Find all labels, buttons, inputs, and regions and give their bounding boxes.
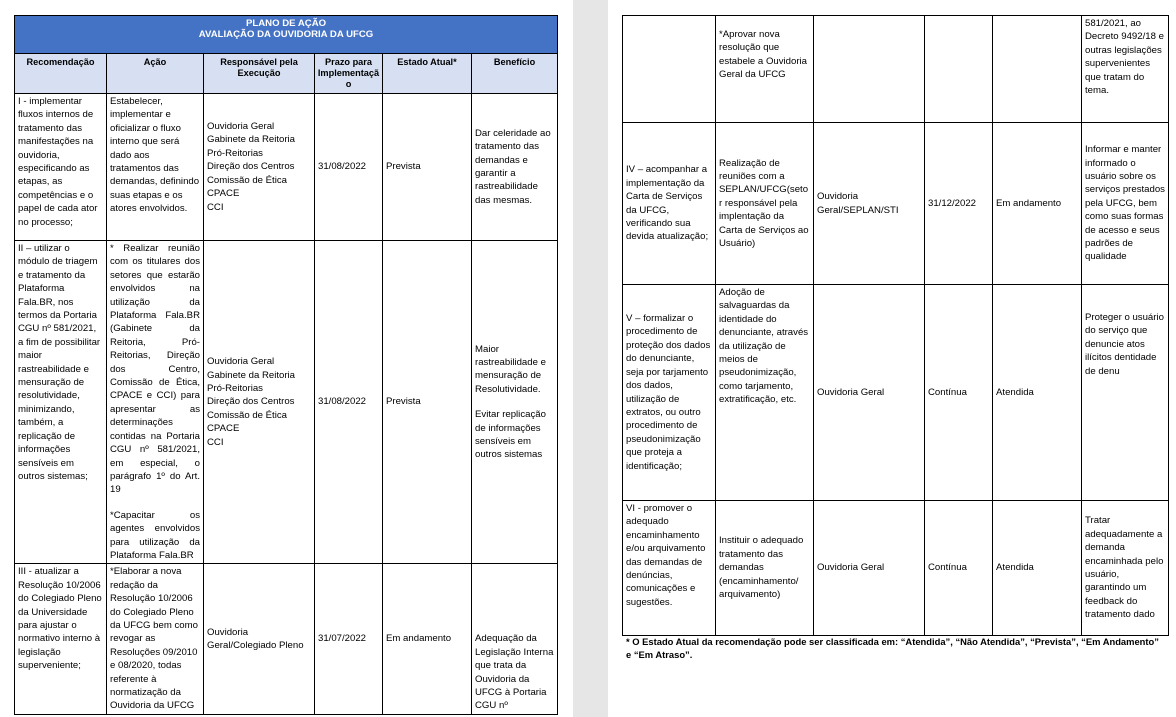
header-estado: Estado Atual* (383, 54, 472, 94)
status-footnote: * O Estado Atual da recomendação pode ser classificada em: “Atendida”, “Não Atendida”, “Prevista”, “Em Andamento” e “Em Atraso”. (626, 636, 1159, 660)
responsavel-item: CCI (207, 201, 224, 213)
cell-recomendacao: V – formalizar o procedimento de proteção dos dados do denunciante, seja por tarjamento dos dados, utilização de extratos, ou outro procedimento de pseudonimização que proteja a identificação; (623, 285, 716, 501)
cell-beneficio: Adequação da Legislação Interna que trata da Ouvidoria da UFCG à Portaria CGU nº (472, 564, 558, 714)
header-prazo: Prazo para Implementação (315, 54, 383, 94)
cell-responsavel (204, 94, 315, 241)
acao-item: *Capacitar os agentes envolvidos para utilização da Plataforma Fala.BR (110, 509, 200, 561)
header-responsavel: Responsável pela Execução (204, 54, 315, 94)
action-plan-table-continued (622, 15, 1169, 636)
cell-acao: Adoção de salvaguardas da identidade do denunciante, através da utilização de meios de pseudonimização, como tarjamento, extratificação, etc. (716, 285, 814, 501)
cell-responsavel (204, 241, 315, 564)
cell-acao: *Aprovar nova resolução que estabele a Ouvidoria Geral da UFCG (716, 16, 814, 123)
cell-beneficio (472, 241, 558, 564)
cell-beneficio: 581/2021, ao Decreto 9492/18 e outras legislações supervenientes que tratam do tema. (1082, 16, 1169, 123)
spacer (475, 396, 554, 408)
table-row (15, 564, 558, 714)
cell-prazo (925, 16, 993, 123)
cell-prazo: Contínua (925, 285, 993, 501)
cell-prazo: 31/12/2022 (925, 123, 993, 285)
action-plan-table (14, 15, 558, 715)
cell-beneficio: Informar e manter informado o usuário sobre os serviços prestados pela UFCG, bem como suas formas de acesso e seus padrões de qualidade (1082, 123, 1169, 285)
responsavel-item: Ouvidoria Geral (207, 121, 275, 133)
cell-responsavel: Ouvidoria Geral (814, 501, 925, 636)
table-row (623, 285, 1169, 501)
cell-estado: Prevista (383, 241, 472, 564)
title-line-2: AVALIAÇÃO DA OUVIDORIA DA UFCG (198, 29, 374, 40)
cell-responsavel: Ouvidoria Geral/Colegiado Pleno (204, 564, 315, 714)
responsavel-item: CPACE (207, 423, 240, 435)
acao-item: * Realizar reunião com os titulares dos setores que estarão envolvidos na utilização da Plataforma Fala.BR (Gabinete da Reitoria, Pró-Reitorias, Direção dos Centro, Comissão de Ética, CPACE e CCI) para apresentar as determinações contidas na Portaria CGU nº 581/2021, em especial, o parágrafo 1º do Art. 19 (110, 243, 200, 496)
cell-estado: Prevista (383, 94, 472, 241)
cell-beneficio: Dar celeridade ao tratamento das demandas e garantir a rastreabilidade das mesmas. (472, 94, 558, 241)
responsavel-item: CCI (207, 436, 224, 448)
cell-beneficio: Proteger o usuário do serviço que denuncie atos ilícitos dentidade de denu (1082, 285, 1169, 501)
cell-acao: Estabelecer, implementar e oficializar o fluxo interno que será dado aos tratamentos das demandas, definindo suas etapas e os atores envolvidos. (107, 94, 204, 241)
responsavel-item: Ouvidoria Geral (207, 356, 275, 368)
title-line-1: PLANO DE AÇÃO (245, 18, 327, 29)
responsavel-item: Comissão de Ética (207, 174, 287, 186)
cell-estado: Atendida (993, 285, 1082, 501)
table-row (623, 16, 1169, 123)
table-row (623, 123, 1169, 285)
responsavel-item: Pró-Reitorias (207, 147, 263, 159)
beneficio-item: Evitar replicação de informações sensíveis em outros sistemas (475, 409, 546, 461)
cell-prazo: 31/08/2022 (315, 94, 383, 241)
table-row (623, 501, 1169, 636)
responsavel-item: Gabinete da Reitoria (207, 369, 295, 381)
cell-estado (993, 16, 1082, 123)
header-acao: Ação (107, 54, 204, 94)
cell-estado: Atendida (993, 501, 1082, 636)
responsavel-item: Direção dos Centros (207, 161, 295, 173)
cell-acao (107, 241, 204, 564)
responsavel-item: Pró-Reitorias (207, 383, 263, 395)
spacer (110, 497, 200, 509)
cell-acao: Realização de reuniões com a SEPLAN/UFCG(setor responsável pela implentação da Carta de Serviços ao Usuário) (716, 123, 814, 285)
cell-responsavel: Ouvidoria Geral/SEPLAN/STI (814, 123, 925, 285)
cell-acao: Instituir o adequado tratamento das demandas (encaminhamento/ arquivamento) (716, 501, 814, 636)
cell-acao: *Elaborar a nova redação da Resolução 10/2006 do Colegiado Pleno da UFCG bem como revogar as Resoluções 09/2010 e 08/2020, todas referente à normatização da Ouvidoria da UFCG (107, 564, 204, 714)
cell-beneficio: Tratar adequadamente a demanda encaminhada pelo usuário, garantindo um feedback do tratamento dado (1082, 501, 1169, 636)
table-header-row (15, 54, 558, 94)
header-recomendacao: Recomendação (15, 54, 107, 94)
cell-recomendacao: IV – acompanhar a implementação da Carta de Serviços da UFCG, verificando sua devida atualização; (623, 123, 716, 285)
document-page-2 (608, 0, 1176, 717)
responsavel-item: Gabinete da Reitoria (207, 134, 295, 146)
header-beneficio: Benefício (472, 54, 558, 94)
cell-recomendacao: I - implementar fluxos internos de tratamento das manifestações na ouvidoria, especificando as etapas, as competências e o papel de cada ator no processo; (15, 94, 107, 241)
cell-recomendacao: II – utilizar o módulo de triagem e tratamento da Plataforma Fala.BR, nos termos da Portaria CGU nº 581/2021, a fim de possibilitar maior rastreabilidade e mensuração de resolutividade, minimizando, também, a replicação de informações sensíveis em outros sistemas; (15, 241, 107, 564)
cell-responsavel: Ouvidoria Geral (814, 285, 925, 501)
cell-recomendacao: III - atualizar a Resolução 10/2006 do Colegiado Pleno da Universidade para ajustar o normativo interno à legislação superveniente; (15, 564, 107, 714)
cell-recomendacao: VI - promover o adequado encaminhamento e/ou arquivamento das demandas de denúncias, comunicações e sugestões. (623, 501, 716, 636)
cell-recomendacao (623, 16, 716, 123)
beneficio-item: Maior rastreabilidade e mensuração de Resolutividade. (475, 343, 546, 395)
responsavel-item: Comissão de Ética (207, 409, 287, 421)
cell-prazo: 31/08/2022 (315, 241, 383, 564)
table-row (15, 94, 558, 241)
cell-estado: Em andamento (993, 123, 1082, 285)
responsavel-item: Direção dos Centros (207, 396, 295, 408)
table-title-row (15, 16, 558, 54)
responsavel-item: CPACE (207, 188, 240, 200)
cell-estado: Em andamento (383, 564, 472, 714)
cell-prazo: 31/07/2022 (315, 564, 383, 714)
cell-responsavel (814, 16, 925, 123)
table-row (15, 241, 558, 564)
cell-prazo: Contínua (925, 501, 993, 636)
document-page-1 (0, 0, 573, 717)
table-title (15, 16, 558, 54)
